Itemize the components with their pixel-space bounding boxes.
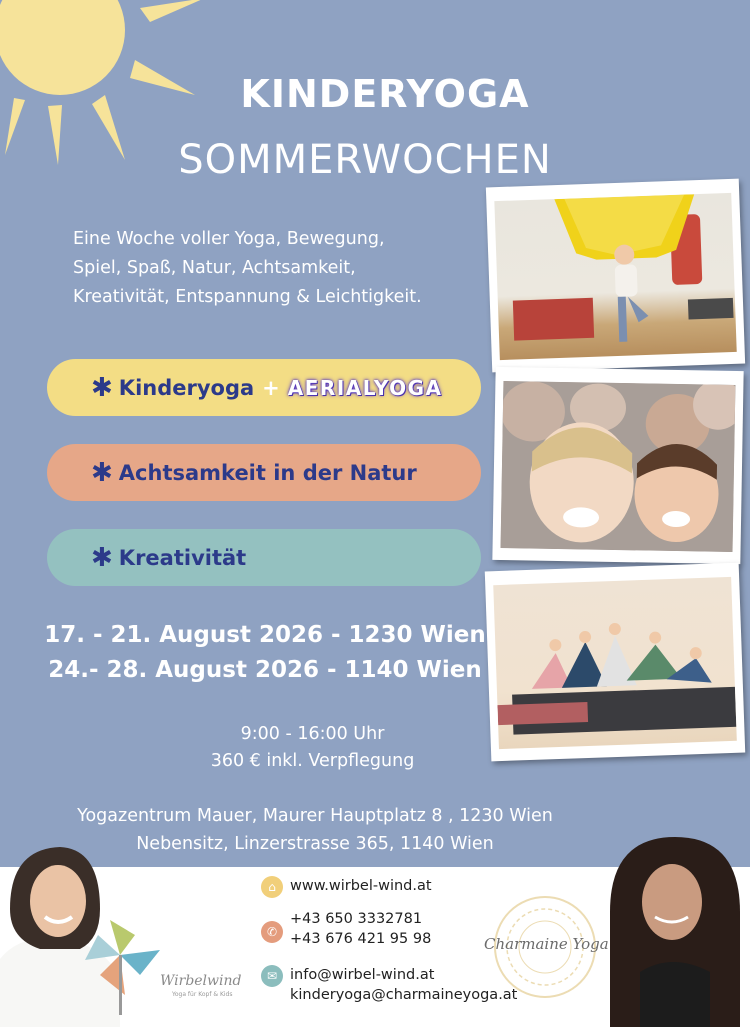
poster-subtitle: SOMMERWOCHEN xyxy=(178,137,552,183)
pinwheel-logo-icon xyxy=(80,915,175,1015)
photo-kids-faces xyxy=(492,367,743,564)
wirbelwind-logo-name: Wirbelwind xyxy=(160,973,242,989)
asterisk-icon: ✱ xyxy=(91,372,113,403)
feature-pill-kreativitaet xyxy=(47,529,481,586)
intro-line: Spiel, Spaß, Natur, Achtsamkeit, xyxy=(73,258,356,278)
time-text: 9:00 - 16:00 Uhr xyxy=(240,724,385,744)
contact-phone-row xyxy=(261,909,431,949)
home-icon: ⌂ xyxy=(261,876,283,898)
phone-icon: ✆ xyxy=(261,921,283,943)
kids-faces-image xyxy=(501,381,736,552)
mail-icon: ✉ xyxy=(261,965,283,987)
charmaine-logo-text: Charmaine Yoga xyxy=(484,935,609,953)
wirbelwind-logo-tagline: Yoga für Kopf & Kids xyxy=(172,991,233,998)
contact-email-row xyxy=(261,965,517,1005)
group-yoga-image xyxy=(493,577,737,749)
asterisk-icon: ✱ xyxy=(91,542,113,573)
contact-website-row xyxy=(261,876,432,896)
phone-2[interactable]: +43 676 421 95 98 xyxy=(290,931,432,947)
intro-line: Kreativität, Entspannung & Leichtigkeit. xyxy=(73,287,422,307)
address-second: Nebensitz, Linzerstrasse 365, 1140 Wien xyxy=(136,834,494,854)
feature-pill-natur xyxy=(47,444,481,501)
date-week-1: 17. - 21. August 2026 - 1230 Wien xyxy=(44,622,486,648)
feature-label: Kinderyoga xyxy=(118,375,255,400)
feature-pill-kinderyoga xyxy=(47,359,481,416)
poster-title: KINDERYOGA xyxy=(240,72,530,116)
email-1[interactable]: info@wirbel-wind.at xyxy=(290,967,435,983)
time-price-block xyxy=(140,721,485,775)
aerialyoga-highlight: AERIALYOGA xyxy=(287,375,443,400)
phone-1[interactable]: +43 650 3332781 xyxy=(290,911,423,927)
feature-label: Achtsamkeit in der Natur xyxy=(118,460,417,485)
email-2[interactable]: kinderyoga@charmaineyoga.at xyxy=(290,987,518,1003)
website-link[interactable]: www.wirbel-wind.at xyxy=(290,878,432,894)
plus-sign: + xyxy=(262,375,280,400)
aerial-yoga-image xyxy=(494,193,736,360)
intro-text xyxy=(73,225,473,312)
intro-line: Eine Woche voller Yoga, Bewegung, xyxy=(73,229,385,249)
photo-group-yoga xyxy=(485,563,745,762)
price-text: 360 € inkl. Verpflegung xyxy=(210,751,415,771)
feature-label: Kreativität xyxy=(118,545,247,570)
photo-aerial-yoga xyxy=(486,179,745,373)
date-week-2: 24.- 28. August 2026 - 1140 Wien xyxy=(48,657,482,683)
address-main: Yogazentrum Mauer, Maurer Hauptplatz 8 , 1230 Wien xyxy=(77,806,553,826)
portrait-right-image xyxy=(600,832,750,1027)
asterisk-icon: ✱ xyxy=(91,457,113,488)
